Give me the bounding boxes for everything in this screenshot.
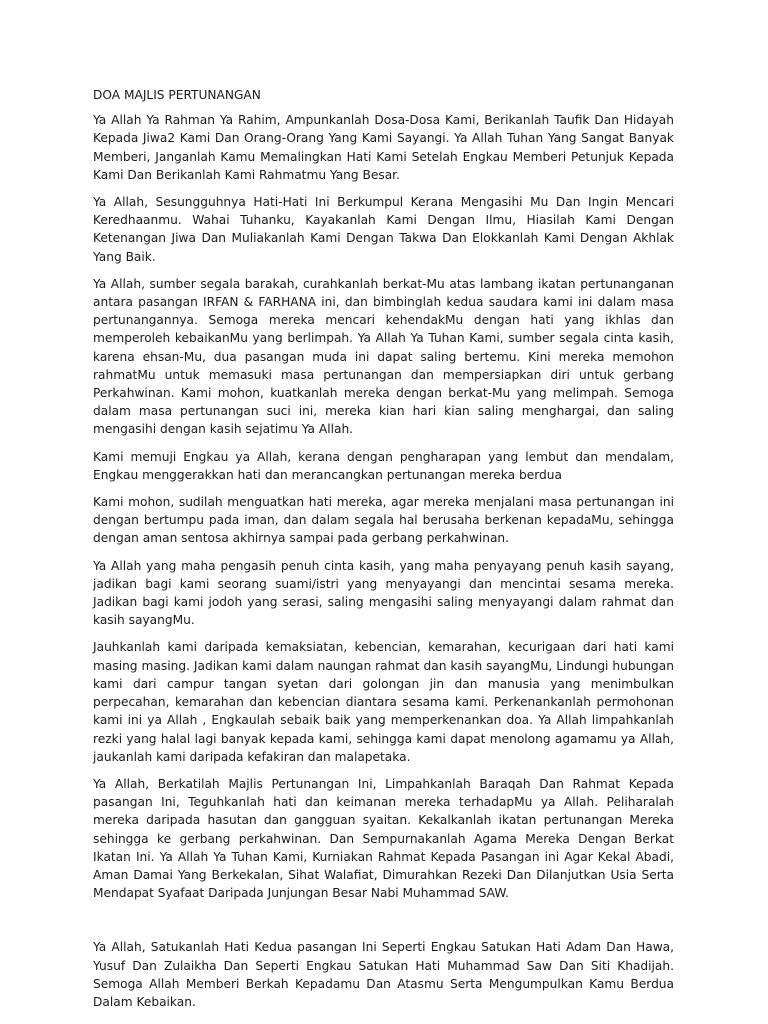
paragraph-6: Ya Allah yang maha pengasih penuh cinta kasih, yang maha penyayang penuh kasih sayang, jadikan bagi kami seorang suami/istri yang menyayangi dan mencintai sesama mereka. Jadikan bagi kami jodoh yang serasi, saling mengasihi saling menyayangi dalam rahmat dan kasih sayangMu. <box>93 558 674 628</box>
paragraph-5: Kami mohon, sudilah menguatkan hati mereka, agar mereka menjalani masa pertunangan ini dengan bertumpu pada iman, dan dalam segala hal berusaha berkenan kepadaMu, sehingga dengan aman sentosa akhirnya sampai pada gerbang perkahwinan. <box>93 495 674 546</box>
paragraph-3: Ya Allah, sumber segala barakah, curahkanlah berkat-Mu atas lambang ikatan pertunanganan antara pasangan IRFAN & FARHANA ini, dan bimbinglah kedua saudara kami ini dalam masa pertunangannya. Semoga mereka mencari kehendakMu dengan hati yang ikhlas dan memperoleh kebaikanMu yang berlimpah. Ya Allah Ya Tuhan Kami, sumber segala cinta kasih, karena ehsan-Mu, dua pasangan muda ini dapat saling bertemu. Kini mereka memohon rahmatMu untuk memasuki masa pertunangan dan mempersiapkan diri untuk gerbang Perkahwinan. Kami mohon, kuatkanlah mereka dengan berkat-Mu yang melimpah. Semoga dalam masa pertunangan suci ini, mereka kian hari kian saling menghargai, dan saling mengasihi dengan kasih sejatimu Ya Allah. <box>93 276 674 437</box>
document-body <box>93 86 674 1020</box>
paragraph-2: Ya Allah, Sesungguhnya Hati-Hati Ini Berkumpul Kerana Mengasihi Mu Dan Ingin Mencari Keredhaanmu. Wahai Tuhanku, Kayakanlah Kami Dengan Ilmu, Hiasilah Kami Dengan Ketenangan Jiwa Dan Muliakanlah Kami Dengan Takwa Dan Elokkanlah Kami Dengan Akhlak Yang Baik. <box>93 195 674 264</box>
paragraph-4: Kami memuji Engkau ya Allah, kerana dengan pengharapan yang lembut dan mendalam, Engkau menggerakkan hati dan merancangkan pertunangan mereka berdua <box>93 449 674 482</box>
document-title: DOA MAJLIS PERTUNANGAN <box>93 88 261 102</box>
paragraph-8: Ya Allah, Berkatilah Majlis Pertunangan Ini, Limpahkanlah Baraqah Dan Rahmat Kepada pasangan Ini, Teguhkanlah hati dan keimanan mereka terhadapMu ya Allah. Peliharalah mereka daripada hasutan dan gangguan syaitan. Kekalkanlah ikatan pertunangan Mereka sehingga ke gerbang perkahwinan. Dan Sempurnakanlah Agama Mereka Dengan Berkat Ikatan Ini. Ya Allah Ya Tuhan Kami, Kurniakan Rahmat Kepada Pasangan ini Agar Kekal Abadi, Aman Damai Yang Berkekalan, Sihat Walafiat, Dimurahkan Rezeki Dan Dilanjutkan Usia Serta Mendapat Syafaat Daripada Junjungan Besar Nabi Muhammad SAW. <box>93 776 674 901</box>
paragraph-7: Jauhkanlah kami daripada kemaksiatan, kebencian, kemarahan, kecurigaan dari hati kami masing masing. Jadikan kami dalam naungan rahmat dan kasih sayangMu, Lindungi hubungan kami dari campur tangan syetan dari golongan jin dan manusia yang menimbulkan perpecahan, kemarahan dan kebencian diantara sesama kami. Perkenankanlah permohonan kami ini ya Allah , Engkaulah sebaik baik yang memperkenankan doa. Ya Allah limpahkanlah rezki yang halal lagi banyak kepada kami, sehingga kami dapat menolong agamamu ya Allah, jaukanlah kami daripada kefakiran dan malapetaka. <box>93 640 674 764</box>
paragraph-9: Ya Allah, Satukanlah Hati Kedua pasangan Ini Seperti Engkau Satukan Hati Adam Dan Hawa, Yusuf Dan Zulaikha Dan Seperti Engkau Satukan Hati Muhammad Saw Dan Siti Khadijah. Semoga Allah Memberi Berkah Kepadamu Dan Atasmu Serta Mengumpulkan Kamu Berdua Dalam Kebaikan. <box>93 940 674 1009</box>
paragraph-1: Ya Allah Ya Rahman Ya Rahim, Ampunkanlah Dosa-Dosa Kami, Berikanlah Taufik Dan Hidayah Kepada Jiwa2 Kami Dan Orang-Orang Yang Kami Sayangi. Ya Allah Tuhan Yang Sangat Banyak Memberi, Janganlah Kamu Memalingkan Hati Kami Setelah Engkau Memberi Petunjuk Kepada Kami Dan Berikanlah Kami Rahmatmu Yang Besar. <box>93 113 674 182</box>
